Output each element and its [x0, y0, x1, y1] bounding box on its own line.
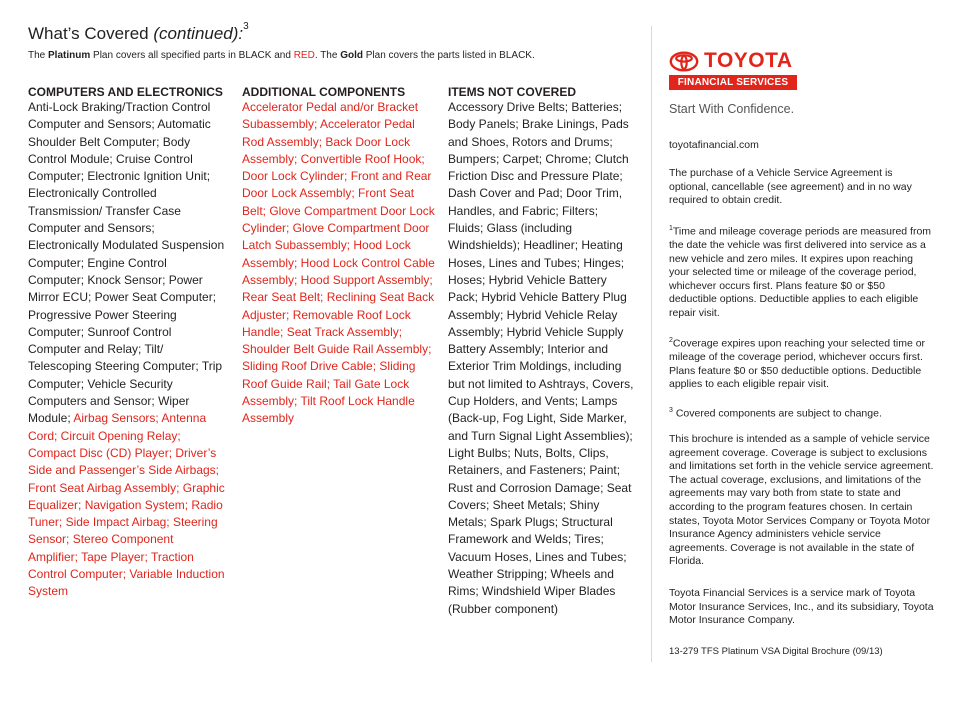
- title-main: What’s Covered: [28, 24, 149, 43]
- not-covered-list: Accessory Drive Belts; Batteries; Body Panels; Brake Linings, Pads and Shoes, Rotors and Drums; Bumpers; Carpet; Chrome; Clutch Friction Disc and Pressure Plate; Dash Cover and Pad; Door Trim, Handles, and Fabric; Filters; Fluids; Glass (including Windshields); Headliner; Heating Hoses, Lines and Tubes; Hinges; Hoses; Hybrid Vehicle Battery Pack; Hybrid Vehicle Battery Plug Assembly; Hybrid Vehicle Relay Assembly; Hybrid Vehicle Supply Battery Assembly; Interior and Exterior Trim Moldings, including but not limited to Ashtrays, Covers, Cup Holders, and Vents; Lamps (Back-up, Fog Light, Side Marker, and Turn Signal Light Assemblies); Light Bulbs; Nuts, Bolts, Clips, Retainers, and Fasteners; Paint; Rust and Corrosion Damage; Seat Covers; Sheet Metals; Shiny Metals; Spark Plugs; Structural Framework and Welds; Tires; Vacuum Hoses, Lines and Tubes; Weather Stripping; Wheels and Rims; Windshield Wiper Blades (Rubber component): [448, 100, 634, 616]
- computers-heading: COMPUTERS AND ELECTRONICS: [28, 85, 223, 99]
- legend-text-4: Plan covers the parts listed in BLACK.: [362, 50, 535, 61]
- website-link[interactable]: [669, 139, 935, 153]
- not-covered-heading: ITEMS NOT COVERED: [448, 85, 577, 99]
- footnote-1: [669, 222, 935, 321]
- brochure-disclaimer: [669, 433, 935, 569]
- logo-wordmark: TOYOTA: [704, 49, 793, 72]
- title-footnote-marker: 3: [243, 21, 249, 33]
- computers-gold-items: Anti-Lock Braking/Traction Control Computer and Sensors; Automatic Shoulder Belt Computer; Body Control Module; Cruise Control Computer; Electronic Ignition Unit; Electronically Controlled Transmission/ Transfer Case Computer and Sensors; Electronically Modulated Suspension Computer; Engine Control Computer; Knock Sensor; Power Mirror ECU; Power Seat Computer; Progressive Power Steering Computer; Sunroof Control Computer and Relay; Tilt/ Telescoping Steering Computer; Trip Computer; Vehicle Security Computers and Sensor; Wiper Module;: [28, 100, 225, 426]
- legend-text-3: . The: [314, 50, 341, 61]
- brochure-code-text: 13-279 TFS Platinum VSA Digital Brochure (09/13): [669, 646, 883, 657]
- additional-components-column: [242, 85, 440, 428]
- legend-platinum: Platinum: [48, 50, 91, 61]
- footnote-2: [669, 334, 935, 392]
- footnote-3: [669, 404, 935, 421]
- legend-red: RED: [293, 50, 315, 61]
- legend-text-1: The: [28, 50, 49, 61]
- footnote-2-text: Coverage expires upon reaching your selected time or mileage of the coverage period, whichever occurs first. Plans feature $0 or $50 deductible options. Deductible applies to each eligible repair visit.: [669, 337, 926, 391]
- purchase-note-text: The purchase of a Vehicle Service Agreement is optional, cancellable (see agreement) and in no way required to obtain credit.: [669, 167, 912, 207]
- legend-text-2: Plan covers all specified parts in BLACK and: [90, 50, 294, 61]
- logo-financial-services-bar: FINANCIAL SERVICES: [669, 75, 797, 90]
- footnote-1-marker: 1: [669, 225, 673, 232]
- computers-platinum-items: Airbag Sensors; Antenna Cord; Circuit Opening Relay; Compact Disc (CD) Player; Driver’s Side and Passenger’s Side Airbags; Front Seat Airbag Assembly; Graphic Equalizer; Navigation System; Radio Tuner; Side Impact Airbag; Steering Sensor; Stereo Component Amplifier; Tape Player; Traction Control Computer; Variable Induction System: [28, 411, 225, 599]
- legend-gold: Gold: [340, 50, 363, 61]
- purchase-note: [669, 167, 935, 208]
- footnote-2-marker: 2: [669, 337, 673, 344]
- additional-heading: ADDITIONAL COMPONENTS: [242, 85, 406, 99]
- brochure-code: [669, 645, 935, 659]
- footnote-3-text: Covered components are subject to change.: [672, 407, 882, 420]
- service-mark-note: [669, 587, 935, 628]
- not-covered-column: [448, 85, 634, 618]
- additional-list: Accelerator Pedal and/or Bracket Subassembly; Accelerator Pedal Rod Assembly; Back Door Lock Assembly; Convertible Roof Hook; Door Lock Cylinder; Front and Rear Door Lock Assembly; Front Seat Belt; Glove Compartment Door Lock Cylinder; Glove Compartment Door Latch Subassembly; Hood Lock Assembly; Hood Lock Control Cable Assembly; Hood Support Assembly; Rear Seat Belt; Reclining Seat Back Adjuster; Removable Roof Lock Handle; Seat Track Assembly; Shoulder Belt Guide Rail Assembly; Sliding Roof Drive Cable; Sliding Roof Guide Rail; Tail Gate Lock Assembly; Tilt Roof Lock Handle Assembly: [242, 100, 435, 426]
- footnote-1-text: Time and mileage coverage periods are measured from the date the vehicle was first delivered into service as a new vehicle and zero miles. It expires upon reaching your selected time or mileage of the coverage period, whichever occurs first. Plans feature $0 or $50 deductible options. Deductible applies to each eligible repair visit.: [669, 225, 932, 320]
- plan-legend: [28, 50, 535, 61]
- computers-column: [28, 85, 226, 601]
- toyota-financial-logo: [669, 50, 797, 90]
- title-italic: (continued):: [153, 24, 244, 43]
- page-title: [28, 21, 249, 44]
- tagline: Start With Confidence.: [669, 102, 795, 116]
- brochure-disclaimer-text: This brochure is intended as a sample of vehicle service agreement coverage. Coverage is subject to exclusions and limitations set forth in the vehicle service agreement. The actual coverage, exclusions, and limitations of the agreements may vary both from state to state and according to the program features chosen. In certain states, Toyota Motor Services Company or Toyota Motor Insurance Agency administers vehicle service agreements. Coverage is not available in the state of Florida.: [669, 433, 934, 568]
- computers-list: [28, 99, 226, 601]
- service-mark-text: Toyota Financial Services is a service mark of Toyota Motor Insurance Services, Inc., and its subsidiary, Toyota Motor Insurance Company.: [669, 587, 934, 627]
- toyota-emblem-icon: [669, 51, 699, 72]
- footnote-3-marker: 3: [669, 407, 673, 414]
- column-divider: [651, 26, 652, 662]
- website-text[interactable]: toyotafinancial.com: [669, 139, 759, 151]
